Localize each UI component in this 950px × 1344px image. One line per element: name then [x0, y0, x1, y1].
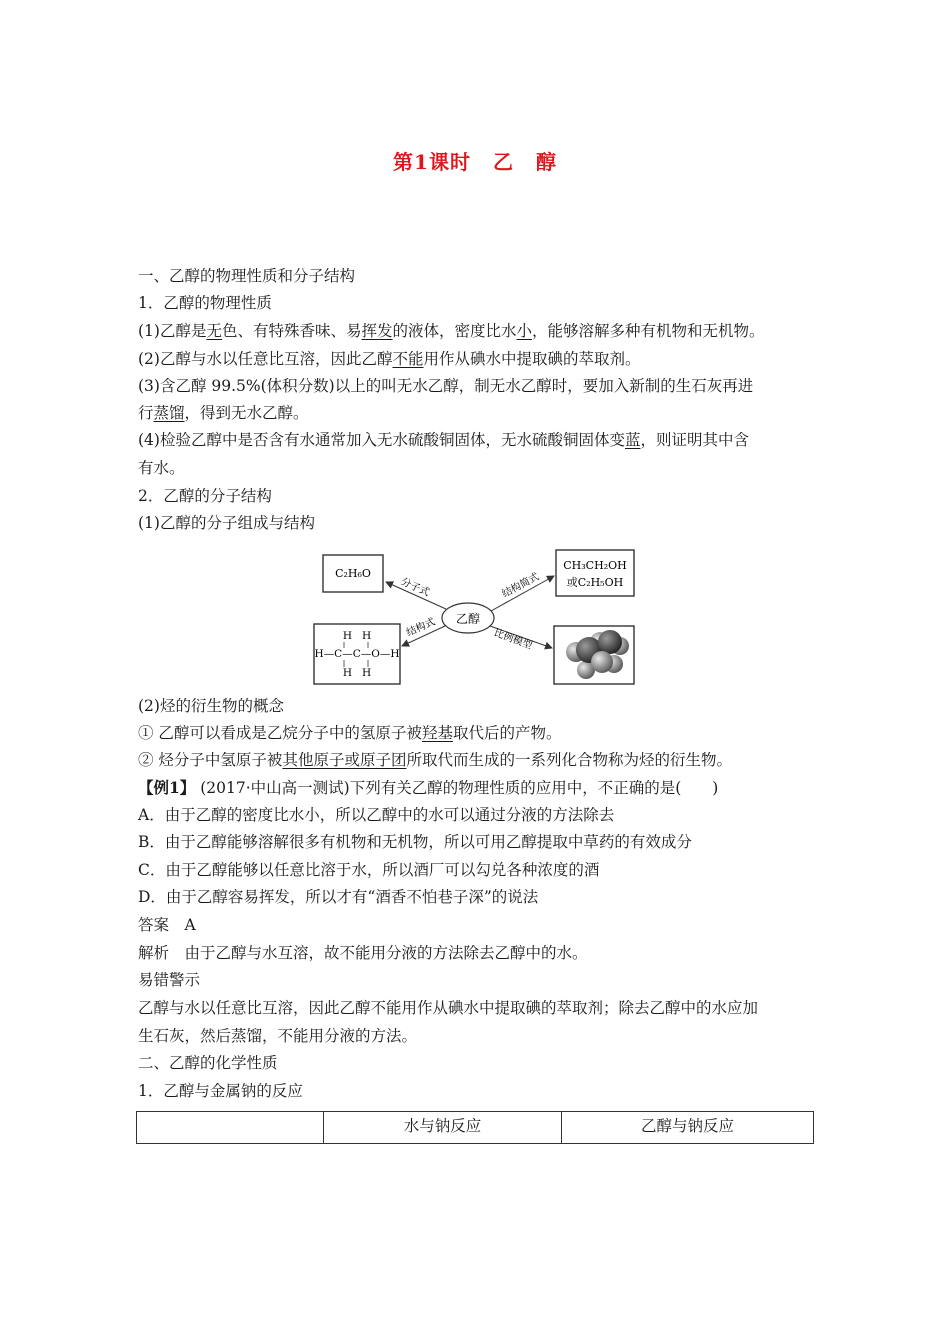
table-row [137, 1112, 814, 1144]
paragraph-3: (3)含乙醇 99.5%(体积分数)以上的叫无水乙醇，制无水乙醇时，要加入新制的生石灰再进 [138, 377, 754, 395]
warning-line-1: 乙醇与水以任意比互溶，因此乙醇不能用作从碘水中提取碘的萃取剂；除去乙醇中的水应加 [138, 999, 759, 1017]
example-stem: 【例1】 (2017·中山高一测试)下列有关乙醇的物理性质的应用中，不正确的是( ) [138, 778, 719, 797]
label-structural-formula: 结构式 [405, 616, 437, 639]
subheading-structure: 2．乙醇的分子结构 [138, 487, 272, 505]
page-title: 第1课时 乙 醇 [393, 150, 557, 174]
center-label: 乙醇 [455, 612, 481, 626]
option-d: D．由于乙醇容易挥发，所以才有“酒香不怕巷子深”的说法 [138, 888, 539, 906]
concept-1: ① 乙醇可以看成是乙烷分子中的氢原子被羟基取代后的产物。 [138, 724, 562, 742]
section-heading-1: 一、乙醇的物理性质和分子结构 [138, 267, 356, 285]
paragraph-2: (2)乙醇与水以任意比互溶，因此乙醇不能用作从碘水中提取碘的萃取剂。 [138, 350, 641, 368]
subheading-composition: (1)乙醇的分子组成与结构 [138, 514, 315, 532]
table-header-cell: 乙醇与钠反应 [562, 1112, 814, 1144]
answer: 答案 A [138, 916, 196, 934]
simple-formula-2: 或C₂H₅OH [566, 576, 624, 589]
option-c: C．由于乙醇能够以任意比溶于水，所以酒厂可以勾兑各种浓度的酒 [138, 861, 600, 879]
structural-formula-row2: H—C—C—O—H [314, 648, 400, 660]
option-b: B．由于乙醇能够溶解很多有机物和无机物，所以可用乙醇提取中草药的有效成分 [138, 833, 692, 851]
warning-line-2: 生石灰，然后蒸馏，不能用分液的方法。 [138, 1027, 418, 1045]
concept-2: ② 烃分子中氢原子被其他原子或原子团所取代而生成的一系列化合物称为烃的衍生物。 [138, 751, 732, 769]
paragraph-1: (1)乙醇是无色、有特殊香味、易挥发的液体，密度比水小，能够溶解多种有机物和无机物。 [138, 322, 765, 340]
analysis: 解析 由于乙醇与水互溶，故不能用分液的方法除去乙醇中的水。 [138, 944, 588, 962]
section-heading-2: 二、乙醇的化学性质 [138, 1054, 278, 1072]
label-model: 比例模型 [492, 627, 534, 652]
table-header-cell: 水与钠反应 [324, 1112, 562, 1144]
paragraph-4-cont: 有水。 [138, 459, 185, 477]
paragraph-4: (4)检验乙醇中是否含有水通常加入无水硫酸铜固体，无水硫酸铜固体变蓝，则证明其中含 [138, 431, 749, 449]
subheading-sodium: 1．乙醇与金属钠的反应 [138, 1082, 303, 1100]
subheading-derivative: (2)烃的衍生物的概念 [138, 697, 284, 715]
ethanol-structure-diagram [300, 546, 640, 688]
structural-formula-row1: H H [342, 630, 372, 642]
subheading-physical: 1．乙醇的物理性质 [138, 294, 272, 312]
structural-formula-row3: H H [342, 667, 372, 679]
molecular-formula: C₂H₆O [335, 567, 371, 580]
paragraph-3-cont: 行蒸馏，得到无水乙醇。 [138, 404, 309, 422]
warning-title: 易错警示 [138, 971, 201, 989]
option-a: A．由于乙醇的密度比水小，所以乙醇中的水可以通过分液的方法除去 [138, 806, 615, 824]
simple-formula-box [556, 550, 634, 596]
comparison-table [136, 1111, 814, 1144]
simple-formula-1: CH₃CH₂OH [563, 559, 627, 572]
label-molecular-formula: 分子式 [399, 576, 431, 599]
label-simple-formula: 结构简式 [500, 571, 542, 601]
table-header-cell [137, 1112, 324, 1144]
